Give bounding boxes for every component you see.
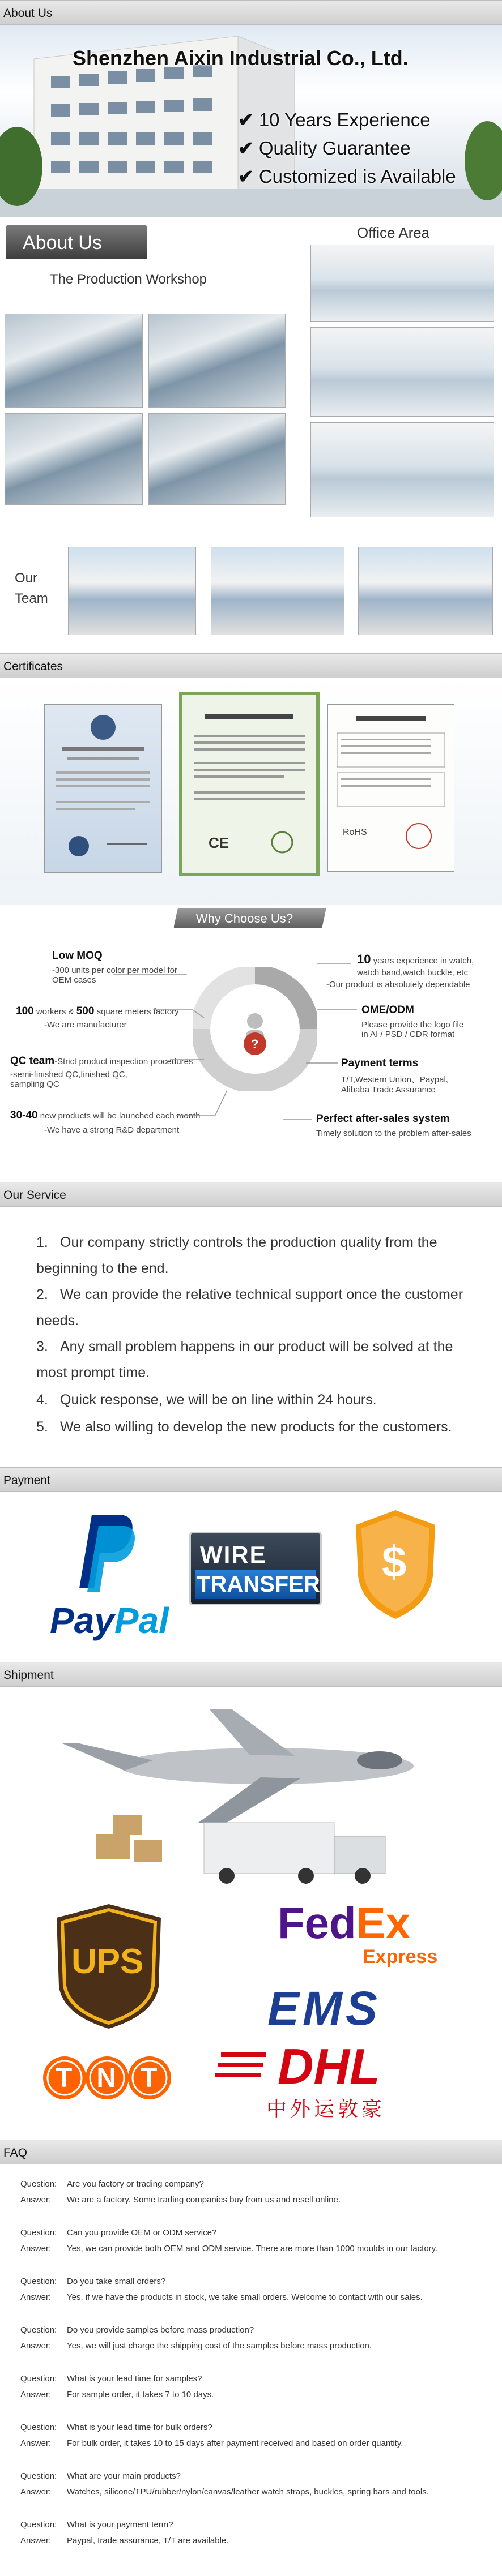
workshop-photo-4 bbox=[148, 413, 286, 505]
why-choose-us bbox=[0, 905, 502, 1182]
fedex-logo: FedEx Express bbox=[278, 1898, 438, 1968]
faq-question: Question: What are your main products? bbox=[20, 2471, 181, 2481]
checkmark-icon: ✔ bbox=[238, 109, 254, 130]
team-photo-3 bbox=[358, 547, 493, 635]
workshop-title: The Production Workshop bbox=[50, 272, 207, 287]
faq-answer: Answer: Paypal, trade assurance, T/T are available. bbox=[20, 2536, 229, 2545]
rohs-declaration bbox=[327, 704, 454, 872]
svg-text:RoHS: RoHS bbox=[343, 828, 367, 837]
company-name: Shenzhen Aixin Industrial Co., Ltd. bbox=[73, 46, 409, 70]
workshop-photo-3 bbox=[5, 413, 143, 505]
svg-text:?: ? bbox=[251, 1037, 259, 1051]
checkmark-icon: ✔ bbox=[238, 166, 254, 187]
section-title: Payment bbox=[3, 1474, 50, 1487]
why-left-3: QC team-Strict product inspection procedures -semi-finished QC,finished QC, sampling QC bbox=[10, 1055, 193, 1089]
certificates-area bbox=[0, 678, 502, 905]
about-gallery bbox=[0, 217, 502, 653]
declaration-conformity-image bbox=[328, 705, 454, 871]
why-right-4: Perfect after-sales system Timely solution to the problem after-sales bbox=[316, 1113, 471, 1138]
team-photo-1 bbox=[68, 547, 196, 635]
why-title-banner: Why Choose Us? bbox=[173, 908, 326, 928]
section-title: FAQ bbox=[3, 2146, 28, 2159]
ems-logo: EMS bbox=[267, 1982, 381, 2035]
hero-point-3: ✔ Customized is Available bbox=[238, 166, 456, 187]
section-title: Our Service bbox=[3, 1189, 66, 1202]
why-connector-lines bbox=[0, 905, 502, 1182]
paypal-icon bbox=[75, 1509, 137, 1594]
faq-question: Question: Do you take small orders? bbox=[20, 2277, 166, 2286]
faq-answer: Answer: Watches, silicone/TPU/rubber/nylon/canvas/leather watch straps, buckles, spring bars and tools. bbox=[20, 2487, 429, 2497]
ce-certificate bbox=[179, 692, 320, 876]
svg-text:CE: CE bbox=[209, 834, 229, 851]
section-header-payment bbox=[0, 1467, 502, 1492]
shipment-area bbox=[0, 1687, 502, 2140]
why-left-1: Low MOQ -300 units per color per model for OEM cases bbox=[52, 950, 177, 985]
section-title: Certificates bbox=[3, 660, 63, 673]
workshop-photo-2 bbox=[148, 314, 286, 408]
service-list bbox=[0, 1207, 502, 1467]
service-item: 4. Quick response, we will be on line within 24 hours. bbox=[36, 1392, 377, 1408]
service-item: 3. Any small problem happens in our product will be solved at the most prompt time. bbox=[36, 1339, 453, 1381]
team-title: Our Team bbox=[15, 571, 48, 606]
faq-answer: Answer: We are a factory. Some trading companies buy from us and resell online. bbox=[20, 2195, 341, 2205]
faq-question: Question: What is your payment term? bbox=[20, 2520, 173, 2530]
airplane-truck-image bbox=[62, 1704, 425, 1885]
faq-answer: Answer: For sample order, it takes 7 to 10 days. bbox=[20, 2390, 214, 2399]
why-left-4: 30-40 new products will be launched each month -We have a strong R&D department bbox=[10, 1109, 201, 1135]
office-photo-1 bbox=[310, 245, 494, 322]
team-photo-2 bbox=[211, 547, 344, 635]
why-right-3: Payment terms T/T,Western Union、Paypal、 Alibaba Trade Assurance bbox=[341, 1057, 454, 1095]
about-badge: About Us bbox=[6, 225, 147, 259]
tnt-logo: TNT bbox=[42, 2047, 172, 2109]
service-item: 2. We can provide the relative technical support once the customer needs. bbox=[36, 1287, 463, 1328]
iso-certificate bbox=[44, 704, 162, 873]
faq-question: Question: Can you provide OEM or ODM service? bbox=[20, 2228, 217, 2238]
hero-banner bbox=[0, 25, 502, 217]
section-title: About Us bbox=[3, 7, 53, 20]
why-left-2: 100 workers & 500 square meters factory -We are manufacturer bbox=[16, 1005, 179, 1030]
hero-point-1: ✔ 10 Years Experience bbox=[238, 109, 431, 130]
paypal-wordmark: PayPal bbox=[50, 1600, 169, 1641]
section-title: Shipment bbox=[3, 1669, 54, 1682]
faq-question: Question: What is your lead time for samples? bbox=[20, 2374, 202, 2384]
service-item: 5. We also willing to develop the new products for the customers. bbox=[36, 1419, 452, 1435]
faq-answer: Answer: Yes, we can provide both OEM and ODM service. There are more than 1000 moulds in our factory. bbox=[20, 2244, 438, 2253]
section-header-about bbox=[0, 0, 502, 25]
certificate-approval-image bbox=[45, 705, 161, 872]
checkmark-icon: ✔ bbox=[238, 138, 254, 158]
faq-answer: Answer: Yes, we will just charge the shipping cost of the samples before mass production. bbox=[20, 2341, 372, 2351]
wire-transfer-logo: WIRE TRANSFER bbox=[189, 1532, 322, 1605]
office-photo-2 bbox=[310, 327, 494, 417]
faq-question: Question: Do you provide samples before mass production? bbox=[20, 2325, 254, 2335]
payment-logos bbox=[0, 1492, 502, 1662]
ups-logo: UPS bbox=[52, 1902, 165, 2031]
service-item: 1. Our company strictly controls the production quality from the beginning to the end. bbox=[36, 1235, 437, 1276]
why-right-2: OME/ODM Please provide the logo file in AI / PSD / CDR format bbox=[361, 1004, 464, 1039]
faq-question: Question: Are you factory or trading company? bbox=[20, 2179, 204, 2189]
section-header-service bbox=[0, 1182, 502, 1207]
why-right-1: 10 years experience in watch, watch band,watch buckle, etc -Our product is absolutely dependable bbox=[326, 952, 474, 989]
hero-point-2: ✔ Quality Guarantee bbox=[238, 138, 411, 158]
faq-answer: Answer: Yes, if we have the products in stock, we take small orders. Welcome to contact with our sales. bbox=[20, 2292, 423, 2302]
certificate-conformity-image bbox=[182, 695, 316, 873]
section-header-faq bbox=[0, 2140, 502, 2164]
workshop-photo-1 bbox=[5, 314, 143, 408]
section-header-shipment bbox=[0, 1662, 502, 1687]
office-title: Office Area bbox=[357, 224, 430, 241]
faq-list bbox=[0, 2164, 502, 2576]
office-photo-3 bbox=[310, 422, 494, 517]
section-header-certificates bbox=[0, 653, 502, 678]
paypal-logo bbox=[46, 1509, 171, 1645]
dhl-logo: DHL 中外运敦豪 bbox=[215, 2042, 453, 2121]
alipay-dollar-logo: $ bbox=[350, 1508, 441, 1621]
faq-question: Question: What is your lead time for bulk orders? bbox=[20, 2423, 212, 2432]
faq-answer: Answer: For bulk order, it takes 10 to 15 days after payment received and based on order quantity. bbox=[20, 2438, 403, 2448]
